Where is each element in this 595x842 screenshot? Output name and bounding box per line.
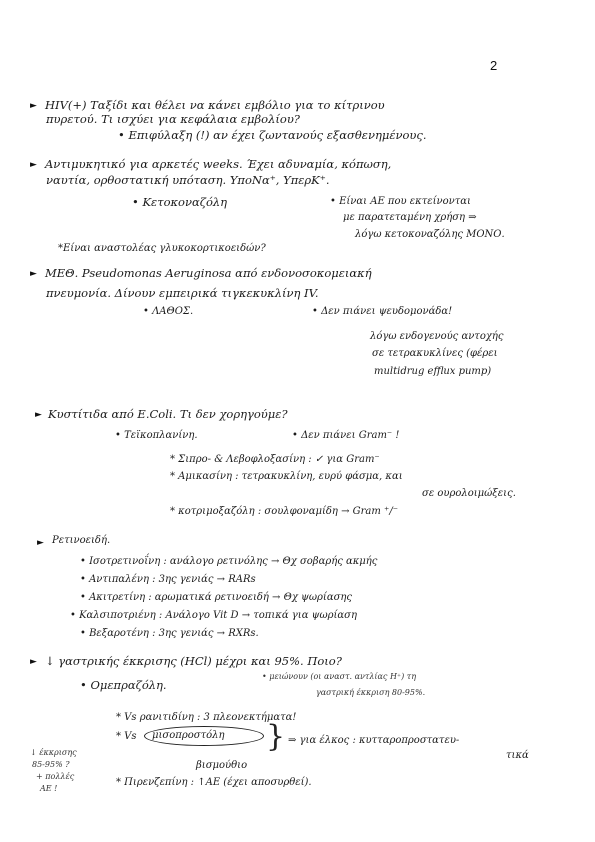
retinoids-line-2: • Αντιπαλένη : 3ης γενιάς → RARs	[80, 574, 256, 585]
bullet-icon: ►	[35, 410, 42, 420]
gastric-line-5: * Vs ρανιτιδίνη : 3 πλεονεκτήματα!	[116, 712, 297, 723]
icu-line-4: • Δεν πιάνει ψευδομονάδα!	[312, 306, 453, 317]
bullet-icon: ►	[30, 160, 37, 170]
bullet-icon: ►	[37, 538, 44, 548]
bullet-icon: ►	[30, 269, 37, 279]
margin-note-4: ΑΕ !	[40, 784, 58, 793]
gastric-line-8: ⇒ για έλκος : κυτταροπροστατευ-	[288, 735, 460, 746]
retinoids-line-3: • Ακιτρετίνη : αρωματικά ρετινοειδή → Θχ ψωρίασης	[80, 592, 353, 603]
icu-line-7: multidrug efflux pump)	[374, 366, 492, 377]
retinoids-line-1: • Ισοτρετινοΐνη : ανάλογο ρετινόλης → Θχ σοβαρής ακμής	[80, 556, 378, 567]
cystitis-line-3: • Δεν πιάνει Gram⁻ !	[292, 430, 400, 441]
gastric-line-7: μισοπροστόλη	[152, 730, 225, 741]
hiv-line-2: πυρετού. Τι ισχύει για κεφάλαια εμβολίου?	[46, 112, 300, 126]
page-number: 2	[490, 58, 498, 73]
gastric-line-11: * Πιρενζεπίνη : ↑ΑΕ (έχει αποσυρθεί).	[116, 777, 312, 788]
antifungal-line-6: λόγω κετοκοναζόλης ΜΟΝΟ.	[355, 229, 505, 240]
retinoids-line-5: • Βεξαροτένη : 3ης γενιάς → RXRs.	[80, 628, 259, 639]
cystitis-line-6: σε ουρολοιμώξεις.	[422, 488, 516, 499]
gastric-line-9: τικά	[506, 750, 529, 761]
antifungal-line-5: με παρατεταμένη χρήση ⇒	[343, 212, 477, 223]
retinoids-line-4: • Καλσιποτριένη : Ανάλογο Vit D → τοπικά για ψωρίαση	[70, 610, 357, 621]
cystitis-line-5: * Αμικασίνη : τετρακυκλίνη, ευρύ φάσμα, και	[170, 471, 403, 482]
gastric-line-1: ↓ γαστρικής έκκρισης (HCl) μέχρι και 95%. Ποιο?	[45, 654, 342, 668]
icu-line-5: λόγω ενδογενούς αντοχής	[370, 331, 504, 342]
antifungal-line-3: • Κετοκοναζόλη	[132, 195, 228, 209]
bullet-icon: ►	[30, 101, 37, 111]
antifungal-line-7: *Είναι αναστολέας γλυκοκορτικοειδών?	[58, 243, 266, 254]
margin-note-3: + πολλές	[36, 772, 75, 781]
hiv-line-1: HIV(+) Ταξίδι και θέλει να κάνει εμβόλιο για το κίτρινου	[45, 98, 385, 112]
icu-line-3: • ΛΑΘΟΣ.	[143, 306, 194, 317]
cystitis-line-1: Κυστίτιδα από E.Coli. Τι δεν χορηγούμε?	[48, 407, 288, 421]
antifungal-line-1: Αντιμυκητικό για αρκετές weeks. Έχει αδυναμία, κόπωση,	[45, 157, 392, 171]
gastric-line-3: • μειώνουν (οι αναστ. αντλίας H⁺) τη	[262, 672, 417, 681]
cystitis-line-7: * κοτριμοξαζόλη : σουλφοναμίδη → Gram ⁺/⁻	[170, 506, 398, 517]
icu-line-1: ΜΕΘ. Pseudomonas Aeruginosa από ενδονοσοκομειακή	[45, 266, 372, 280]
gastric-line-10: βισμούθιο	[196, 760, 248, 771]
gastric-line-2: • Ομεπραζόλη.	[80, 678, 167, 692]
gastric-line-6: * Vs	[116, 731, 137, 742]
gastric-line-4: γαστρική έκκριση 80-95%.	[316, 688, 426, 697]
hiv-line-3: • Επιφύλαξη (!) αν έχει ζωντανούς εξασθενημένους.	[118, 128, 427, 142]
antifungal-line-4: • Είναι ΑΕ που εκτείνονται	[330, 196, 471, 207]
margin-note-1: ↓ έκκρισης	[30, 748, 77, 757]
brace-icon: }	[266, 719, 286, 754]
cystitis-line-2: • Τεϊκοπλανίνη.	[115, 430, 198, 441]
antifungal-line-2: ναυτία, ορθοστατική υπόταση. ΥποΝα⁺, ΥπερΚ⁺.	[46, 173, 330, 187]
cystitis-line-4: * Σιπρο- & Λεβοφλοξασίνη : ✓ για Gram⁻	[170, 454, 380, 465]
icu-line-6: σε τετρακυκλίνες (φέρει	[372, 348, 498, 359]
icu-line-2: πνευμονία. Δίνουν εμπειρικά τιγκεκυκλίνη IV.	[46, 286, 319, 300]
margin-note-2: 85-95% ?	[32, 760, 70, 769]
bullet-icon: ►	[30, 657, 37, 667]
retinoids-heading: Ρετινοειδή.	[52, 535, 111, 546]
